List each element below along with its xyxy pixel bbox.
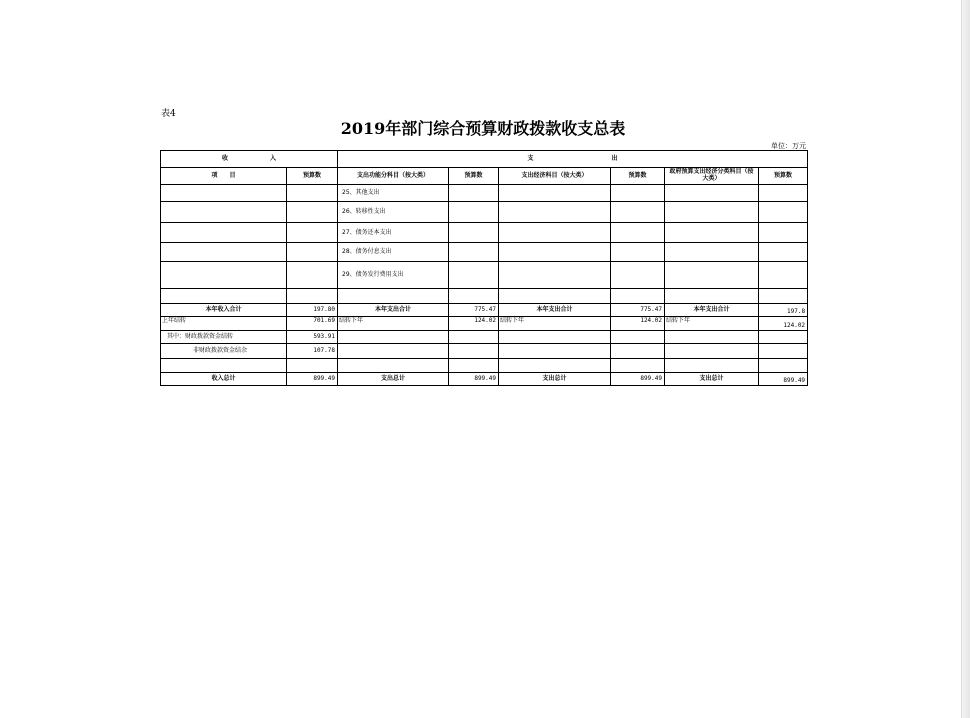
func-item: 28、债务付息支出	[338, 243, 449, 262]
grand-econ-label: 支出总计	[499, 373, 611, 386]
sub-item-label: 非财政拨款资金结余	[161, 344, 287, 359]
table-row	[161, 262, 808, 289]
next-carry-label: 结转下年	[499, 317, 611, 331]
current-income-label: 本年收入合计	[161, 304, 287, 317]
econ-class-header: 支出经济科目（按大类）	[499, 168, 611, 185]
next-func-value: 124.02	[449, 317, 499, 331]
current-gov-value: 197.8	[759, 304, 808, 317]
current-gov-label: 本年支出合计	[665, 304, 759, 317]
grand-income-value: 899.49	[287, 373, 338, 386]
item-header: 项 目	[161, 168, 287, 185]
budget-table	[160, 150, 808, 386]
next-carry-label: 结转下年	[665, 317, 759, 331]
income-header: 收 入	[161, 151, 338, 168]
next-carry-label: 结转下年	[338, 317, 449, 331]
gov-econ-class-header: 政府预算支出经济分类科目（按大类）	[665, 168, 759, 185]
func-budget-header: 预算数	[449, 168, 499, 185]
func-item: 27、债务还本支出	[338, 223, 449, 243]
current-total-row	[161, 304, 808, 317]
grand-gov-value: 899.49	[759, 373, 808, 386]
func-class-header: 支出功能分科目（按大类）	[338, 168, 449, 185]
current-income-value: 197.80	[287, 304, 338, 317]
grand-total-row	[161, 373, 808, 386]
table-row	[161, 243, 808, 262]
table-row	[161, 202, 808, 223]
table-row	[161, 185, 808, 202]
prev-carry-value: 701.69	[287, 317, 338, 331]
grand-income-label: 收入总计	[161, 373, 287, 386]
func-item: 26、转移性支出	[338, 202, 449, 223]
sub-item-row	[161, 344, 808, 359]
current-func-value: 775.47	[449, 304, 499, 317]
sub-item-value: 107.78	[287, 344, 338, 359]
document-title: 2019年部门综合预算财政拨款收支总表	[340, 119, 626, 138]
header-row-2	[161, 168, 808, 185]
table-number: 表4	[161, 109, 176, 119]
carry-row	[161, 317, 808, 331]
table-row	[161, 223, 808, 243]
grand-expense-label: 支出总计	[338, 373, 449, 386]
sub-item-row	[161, 331, 808, 344]
func-item: 29、债务发行费用支出	[338, 262, 449, 289]
current-expense-label: 本年支出合计	[338, 304, 449, 317]
sub-item-value: 593.91	[287, 331, 338, 344]
current-econ-label: 本年支出合计	[499, 304, 611, 317]
prev-carry-label: 上年结转	[161, 317, 287, 331]
gov-budget-header: 预算数	[759, 168, 808, 185]
econ-budget-header: 预算数	[611, 168, 665, 185]
expense-header: 支 出	[338, 151, 808, 168]
next-gov-value: 124.02	[759, 317, 808, 331]
grand-econ-value: 899.49	[611, 373, 665, 386]
page-edge	[961, 0, 970, 718]
header-row-1	[161, 151, 808, 168]
table-row	[161, 359, 808, 373]
grand-func-value: 899.49	[449, 373, 499, 386]
next-econ-value: 124.02	[611, 317, 665, 331]
unit-label: 单位：万元	[771, 142, 806, 150]
current-econ-value: 775.47	[611, 304, 665, 317]
sub-item-label: 其中：财政拨款资金结转	[161, 331, 287, 344]
func-item: 25、其他支出	[338, 185, 449, 202]
income-budget-header: 预算数	[287, 168, 338, 185]
table-row	[161, 289, 808, 304]
grand-gov-label: 支出总计	[665, 373, 759, 386]
